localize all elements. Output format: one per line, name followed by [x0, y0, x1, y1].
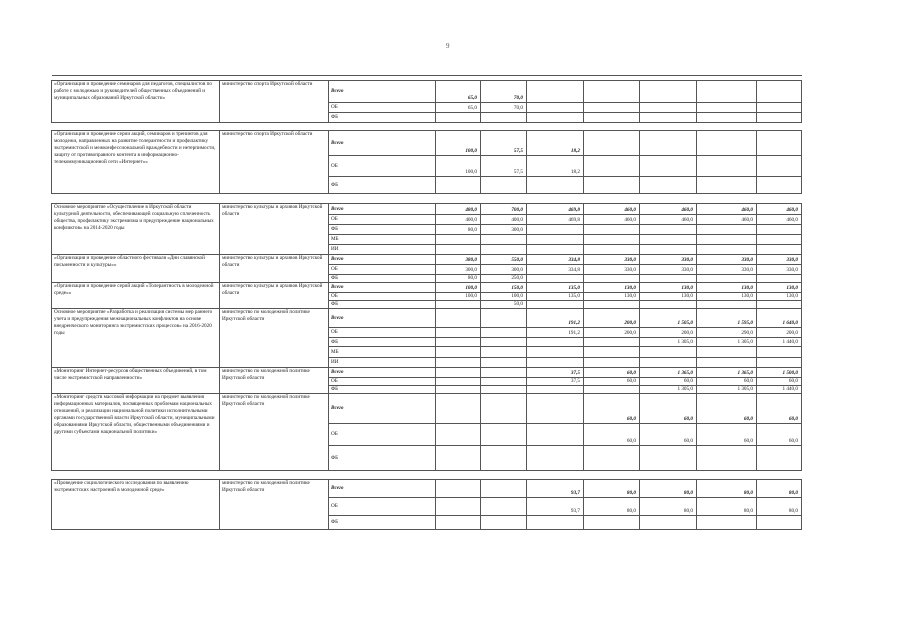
- value-cell-2020: [757, 516, 802, 530]
- value-cell-2020: [757, 446, 802, 471]
- value-cell-2015: 700,0: [481, 204, 527, 215]
- value-cell-2020: 1 640,0: [757, 309, 802, 328]
- value-cell-2019: 1 365,0: [697, 368, 757, 378]
- value-cell-2018: [640, 225, 697, 235]
- table-row: [52, 131, 802, 156]
- value-cell-2018: [640, 113, 697, 123]
- value-cell-2019: 80,0: [697, 498, 757, 516]
- value-cell-2020: [757, 235, 802, 245]
- value-cell-2017: [584, 275, 640, 283]
- value-cell-2020: 130,0: [757, 283, 802, 293]
- funding-source: ОБ: [329, 424, 436, 446]
- value-cell-2020: 460,0: [757, 215, 802, 225]
- value-cell-2016: 93,7: [527, 498, 584, 516]
- value-cell-2015: [481, 368, 527, 378]
- value-cell-2020: [757, 81, 802, 103]
- value-cell-2016: [527, 81, 584, 103]
- value-cell-2017: [584, 386, 640, 394]
- value-cell-2019: 460,0: [697, 215, 757, 225]
- value-cell-2019: 330,0: [697, 255, 757, 265]
- value-cell-2020: [757, 301, 802, 309]
- value-cell-2015: [481, 394, 527, 424]
- funding-source: ИИ: [329, 358, 436, 368]
- value-cell-2014: [436, 309, 481, 328]
- value-cell-2015: [481, 358, 527, 368]
- value-cell-2015: 50,0: [481, 301, 527, 309]
- value-cell-2016: 93,7: [527, 480, 584, 498]
- value-cell-2018: [640, 301, 697, 309]
- funding-source: Всего: [329, 204, 436, 215]
- value-cell-2017: [584, 225, 640, 235]
- value-cell-2018: 80,0: [640, 480, 697, 498]
- value-cell-2014: [436, 516, 481, 530]
- value-cell-2014: 300,0: [436, 265, 481, 275]
- funding-source: ОБ: [329, 498, 436, 516]
- value-cell-2018: 1 305,0: [640, 338, 697, 347]
- value-cell-2017: 60,0: [584, 394, 640, 424]
- value-cell-2016: [527, 235, 584, 245]
- funding-source: ОБ: [329, 328, 436, 338]
- value-cell-2017: 330,0: [584, 255, 640, 265]
- value-cell-2014: [436, 235, 481, 245]
- value-cell-2019: 1 305,0: [697, 386, 757, 394]
- value-cell-2018: 460,0: [640, 204, 697, 215]
- executor-name: министерство по молодежной политике Иркутской области: [220, 394, 329, 471]
- table-row: [52, 368, 802, 378]
- activity-name: «Мониторинг Интернет-ресурсов общественных объединений, в том числе экстремистской направленности»: [52, 368, 220, 394]
- value-cell-2016: 18,2: [527, 156, 584, 177]
- value-cell-2014: 400,0: [436, 215, 481, 225]
- value-cell-2018: [640, 245, 697, 255]
- value-cell-2020: 1 440,0: [757, 386, 802, 394]
- value-cell-2016: 135,0: [527, 283, 584, 293]
- value-cell-2019: [697, 275, 757, 283]
- value-cell-2015: 300,0: [481, 265, 527, 275]
- value-cell-2019: [697, 235, 757, 245]
- value-cell-2020: [757, 358, 802, 368]
- value-cell-2014: [436, 347, 481, 358]
- value-cell-2020: [757, 103, 802, 113]
- value-cell-2018: 200,0: [640, 328, 697, 338]
- value-cell-2014: [436, 328, 481, 338]
- value-cell-2020: 60,0: [757, 378, 802, 386]
- table-row: [52, 394, 802, 424]
- value-cell-2020: 200,0: [757, 328, 802, 338]
- value-cell-2014: [436, 177, 481, 194]
- funding-source: Всего: [329, 480, 436, 498]
- value-cell-2019: [697, 113, 757, 123]
- value-cell-2020: 330,0: [757, 255, 802, 265]
- value-cell-2016: [527, 394, 584, 424]
- funding-source: Всего: [329, 283, 436, 293]
- value-cell-2014: 100,0: [436, 156, 481, 177]
- funding-source: МБ: [329, 347, 436, 358]
- executor-name: министерство спорта Иркутской области: [220, 81, 329, 123]
- value-cell-2017: [584, 177, 640, 194]
- funding-source: ФБ: [329, 338, 436, 347]
- value-cell-2020: 1 500,0: [757, 368, 802, 378]
- value-cell-2018: 1 505,0: [640, 309, 697, 328]
- value-cell-2016: 469,8: [527, 215, 584, 225]
- value-cell-2017: 330,0: [584, 265, 640, 275]
- value-cell-2015: [481, 347, 527, 358]
- value-cell-2018: 330,0: [640, 265, 697, 275]
- value-cell-2017: [584, 245, 640, 255]
- value-cell-2014: [436, 498, 481, 516]
- activity-name: «Проведение социологического исследования по выявлению экстремистских настроений в молодежной среде»: [52, 480, 220, 530]
- value-cell-2020: [757, 177, 802, 194]
- value-cell-2017: [584, 103, 640, 113]
- funding-source: МБ: [329, 235, 436, 245]
- value-cell-2017: 80,0: [584, 480, 640, 498]
- value-cell-2019: [697, 301, 757, 309]
- value-cell-2017: [584, 156, 640, 177]
- activity-name: «Организация и проведение областного фестиваля «Дни славянской письменности и культуры»»: [52, 255, 220, 283]
- value-cell-2017: 130,0: [584, 283, 640, 293]
- table-row: [52, 309, 802, 328]
- value-cell-2016: 135,0: [527, 293, 584, 301]
- value-cell-2018: 60,0: [640, 378, 697, 386]
- value-cell-2014: [436, 394, 481, 424]
- value-cell-2015: [481, 424, 527, 446]
- value-cell-2016: [527, 177, 584, 194]
- value-cell-2016: 334,8: [527, 265, 584, 275]
- value-cell-2016: [527, 225, 584, 235]
- value-cell-2015: [481, 480, 527, 498]
- activity-name: «Мониторинг средств массовой информации на предмет выявления информационных материалов, посвященных проблемам национальных отношений, и реализации национальной политики исполнительными органами государственной власти Иркутской области, муниципальными образованиями Иркутской области, общественными объединениями и другими субъектами национальной политики»: [52, 394, 220, 471]
- funding-source: Всего: [329, 394, 436, 424]
- value-cell-2020: [757, 225, 802, 235]
- value-cell-2016: 334,8: [527, 255, 584, 265]
- value-cell-2014: [436, 301, 481, 309]
- funding-source: ФБ: [329, 177, 436, 194]
- funding-source: Всего: [329, 368, 436, 378]
- value-cell-2014: 65,0: [436, 81, 481, 103]
- value-cell-2015: [481, 446, 527, 471]
- value-cell-2020: 460,0: [757, 204, 802, 215]
- value-cell-2018: [640, 156, 697, 177]
- value-cell-2015: [481, 328, 527, 338]
- funding-source: ФБ: [329, 386, 436, 394]
- funding-source: ФБ: [329, 446, 436, 471]
- value-cell-2015: [481, 386, 527, 394]
- value-cell-2014: 100,0: [436, 293, 481, 301]
- value-cell-2018: 130,0: [640, 283, 697, 293]
- activity-name: «Организация и проведение серий акций «Толерантность в молодежной среде»»: [52, 283, 220, 309]
- value-cell-2014: 480,0: [436, 204, 481, 215]
- funding-source: ОБ: [329, 156, 436, 177]
- executor-name: министерство по молодежной политике Иркутской области: [220, 368, 329, 394]
- value-cell-2020: 130,0: [757, 293, 802, 301]
- executor-name: министерство культуры и архивов Иркутской области: [220, 283, 329, 309]
- value-cell-2018: [640, 81, 697, 103]
- value-cell-2015: [481, 498, 527, 516]
- value-cell-2019: [697, 358, 757, 368]
- value-cell-2017: 460,0: [584, 204, 640, 215]
- value-cell-2016: [527, 424, 584, 446]
- value-cell-2020: [757, 245, 802, 255]
- value-cell-2015: 300,0: [481, 225, 527, 235]
- value-cell-2015: 57,5: [481, 156, 527, 177]
- value-cell-2018: 1 305,0: [640, 386, 697, 394]
- value-cell-2019: [697, 156, 757, 177]
- value-cell-2019: [697, 516, 757, 530]
- value-cell-2019: 60,0: [697, 378, 757, 386]
- value-cell-2015: [481, 245, 527, 255]
- value-cell-2019: [697, 446, 757, 471]
- executor-name: министерство по молодежной политике Иркутской области: [220, 309, 329, 368]
- value-cell-2018: 80,0: [640, 498, 697, 516]
- value-cell-2014: [436, 446, 481, 471]
- budget-table: [51, 75, 802, 530]
- value-cell-2019: [697, 245, 757, 255]
- value-cell-2017: 80,0: [584, 498, 640, 516]
- value-cell-2018: [640, 235, 697, 245]
- table-row: [52, 204, 802, 215]
- value-cell-2019: [697, 177, 757, 194]
- value-cell-2016: [527, 358, 584, 368]
- value-cell-2017: [584, 301, 640, 309]
- value-cell-2017: [584, 358, 640, 368]
- value-cell-2019: 130,0: [697, 293, 757, 301]
- value-cell-2020: 330,0: [757, 265, 802, 275]
- executor-name: министерство культуры и архивов Иркутской области: [220, 255, 329, 283]
- funding-source: Всего: [329, 131, 436, 156]
- value-cell-2015: 400,0: [481, 215, 527, 225]
- value-cell-2016: [527, 338, 584, 347]
- value-cell-2014: [436, 245, 481, 255]
- value-cell-2020: 60,0: [757, 424, 802, 446]
- value-cell-2016: [527, 516, 584, 530]
- value-cell-2017: [584, 113, 640, 123]
- executor-name: министерство культуры и архивов Иркутской области: [220, 204, 329, 255]
- value-cell-2018: [640, 177, 697, 194]
- funding-source: ФБ: [329, 113, 436, 123]
- value-cell-2014: [436, 338, 481, 347]
- value-cell-2017: 200,0: [584, 309, 640, 328]
- funding-source: ОБ: [329, 215, 436, 225]
- value-cell-2015: 550,0: [481, 255, 527, 265]
- value-cell-2018: 60,0: [640, 394, 697, 424]
- value-cell-2014: [436, 113, 481, 123]
- value-cell-2015: 150,0: [481, 283, 527, 293]
- value-cell-2015: 57,5: [481, 131, 527, 156]
- value-cell-2016: [527, 275, 584, 283]
- table-row: [52, 283, 802, 293]
- value-cell-2016: 18,2: [527, 131, 584, 156]
- value-cell-2017: 60,0: [584, 424, 640, 446]
- funding-source: Всего: [329, 309, 436, 328]
- value-cell-2016: [527, 386, 584, 394]
- executor-name: министерство спорта Иркутской области: [220, 131, 329, 194]
- value-cell-2019: 1 305,0: [697, 338, 757, 347]
- value-cell-2014: 80,0: [436, 225, 481, 235]
- value-cell-2017: [584, 338, 640, 347]
- value-cell-2014: [436, 378, 481, 386]
- activity-name: «Организация и проведение серии акций, семинаров и тренингов для молодежи, направленных на развитие толерантности и профилактику экстремистской и межконфессиональной враждебности и нетерпимости, защиту от противоправного контента в информационно-телекоммуникационной сети «Интернет»»: [52, 131, 220, 194]
- value-cell-2018: 460,0: [640, 215, 697, 225]
- table-row: [52, 480, 802, 498]
- value-cell-2018: [640, 446, 697, 471]
- value-cell-2017: 130,0: [584, 293, 640, 301]
- funding-source: ФБ: [329, 516, 436, 530]
- funding-source: Всего: [329, 81, 436, 103]
- value-cell-2019: 290,0: [697, 328, 757, 338]
- value-cell-2019: 330,0: [697, 265, 757, 275]
- value-cell-2019: 60,0: [697, 424, 757, 446]
- value-cell-2017: 460,0: [584, 215, 640, 225]
- value-cell-2016: [527, 347, 584, 358]
- value-cell-2016: 469,8: [527, 204, 584, 215]
- value-cell-2017: 200,0: [584, 328, 640, 338]
- value-cell-2017: 60,0: [584, 378, 640, 386]
- value-cell-2020: [757, 347, 802, 358]
- value-cell-2015: 250,0: [481, 275, 527, 283]
- activity-name: Основное мероприятие «Осуществление в Иркутской области культурной деятельности, обеспечивающей социальную сплоченность общества, профилактику экстремизма и предупреждение национальных конфликтов» на 2014-2020 годы: [52, 204, 220, 255]
- value-cell-2020: [757, 156, 802, 177]
- value-cell-2016: [527, 103, 584, 113]
- value-cell-2018: 330,0: [640, 255, 697, 265]
- value-cell-2018: [640, 103, 697, 113]
- value-cell-2020: [757, 131, 802, 156]
- value-cell-2015: [481, 309, 527, 328]
- value-cell-2019: 1 595,0: [697, 309, 757, 328]
- value-cell-2018: 60,0: [640, 424, 697, 446]
- value-cell-2019: 80,0: [697, 480, 757, 498]
- value-cell-2015: 70,0: [481, 81, 527, 103]
- value-cell-2015: [481, 516, 527, 530]
- value-cell-2015: 100,0: [481, 293, 527, 301]
- value-cell-2019: [697, 103, 757, 113]
- value-cell-2016: 191,2: [527, 328, 584, 338]
- value-cell-2014: 80,0: [436, 275, 481, 283]
- table-row: [52, 81, 802, 103]
- value-cell-2015: [481, 235, 527, 245]
- value-cell-2020: 1 440,0: [757, 338, 802, 347]
- funding-source: ОБ: [329, 265, 436, 275]
- value-cell-2016: [527, 446, 584, 471]
- value-cell-2014: 380,0: [436, 255, 481, 265]
- value-cell-2017: [584, 446, 640, 471]
- page-number: 9: [446, 42, 450, 50]
- value-cell-2017: [584, 131, 640, 156]
- value-cell-2019: 130,0: [697, 283, 757, 293]
- funding-source: Всего: [329, 255, 436, 265]
- value-cell-2018: [640, 275, 697, 283]
- funding-source: ОБ: [329, 293, 436, 301]
- value-cell-2019: [697, 81, 757, 103]
- funding-source: ФБ: [329, 225, 436, 235]
- value-cell-2014: [436, 480, 481, 498]
- value-cell-2020: 80,0: [757, 498, 802, 516]
- value-cell-2018: 1 365,0: [640, 368, 697, 378]
- value-cell-2016: [527, 301, 584, 309]
- activity-name: Основное мероприятие «Разработка и реализация системы мер раннего учета и предупреждения межнациональных конфликтов на основе внедренческого мониторинга экстремистских процессов» на 2016-2020 годы: [52, 309, 220, 368]
- activity-name: «Организация и проведение семинаров для педагогов, специалистов по работе с молодежью и руководителей общественных объединений и муниципальных образований Иркутской области»: [52, 81, 220, 123]
- value-cell-2016: 191,2: [527, 309, 584, 328]
- value-cell-2014: 100,0: [436, 283, 481, 293]
- funding-source: ФБ: [329, 301, 436, 309]
- value-cell-2019: [697, 347, 757, 358]
- value-cell-2017: [584, 81, 640, 103]
- value-cell-2015: 70,0: [481, 103, 527, 113]
- value-cell-2020: [757, 113, 802, 123]
- value-cell-2019: 460,0: [697, 204, 757, 215]
- value-cell-2015: [481, 113, 527, 123]
- value-cell-2018: [640, 358, 697, 368]
- value-cell-2017: [584, 347, 640, 358]
- value-cell-2016: 37,5: [527, 368, 584, 378]
- value-cell-2020: 60,0: [757, 394, 802, 424]
- funding-source: ИИ: [329, 245, 436, 255]
- funding-source: ОБ: [329, 103, 436, 113]
- value-cell-2014: 100,0: [436, 131, 481, 156]
- value-cell-2019: 60,0: [697, 394, 757, 424]
- value-cell-2014: [436, 368, 481, 378]
- value-cell-2014: [436, 358, 481, 368]
- value-cell-2020: 80,0: [757, 480, 802, 498]
- value-cell-2019: [697, 131, 757, 156]
- table-row: [52, 255, 802, 265]
- value-cell-2017: [584, 235, 640, 245]
- value-cell-2016: [527, 113, 584, 123]
- value-cell-2014: [436, 386, 481, 394]
- executor-name: министерство по молодежной политике Иркутской области: [220, 480, 329, 530]
- value-cell-2018: [640, 516, 697, 530]
- value-cell-2015: [481, 378, 527, 386]
- value-cell-2016: 37,5: [527, 378, 584, 386]
- value-cell-2016: [527, 245, 584, 255]
- value-cell-2015: [481, 177, 527, 194]
- value-cell-2017: [584, 516, 640, 530]
- value-cell-2018: 130,0: [640, 293, 697, 301]
- funding-source: ОБ: [329, 378, 436, 386]
- value-cell-2014: 65,0: [436, 103, 481, 113]
- value-cell-2019: [697, 225, 757, 235]
- value-cell-2018: [640, 347, 697, 358]
- value-cell-2015: [481, 338, 527, 347]
- value-cell-2018: [640, 131, 697, 156]
- value-cell-2014: [436, 424, 481, 446]
- value-cell-2020: [757, 275, 802, 283]
- funding-source: ФБ: [329, 275, 436, 283]
- value-cell-2017: 60,0: [584, 368, 640, 378]
